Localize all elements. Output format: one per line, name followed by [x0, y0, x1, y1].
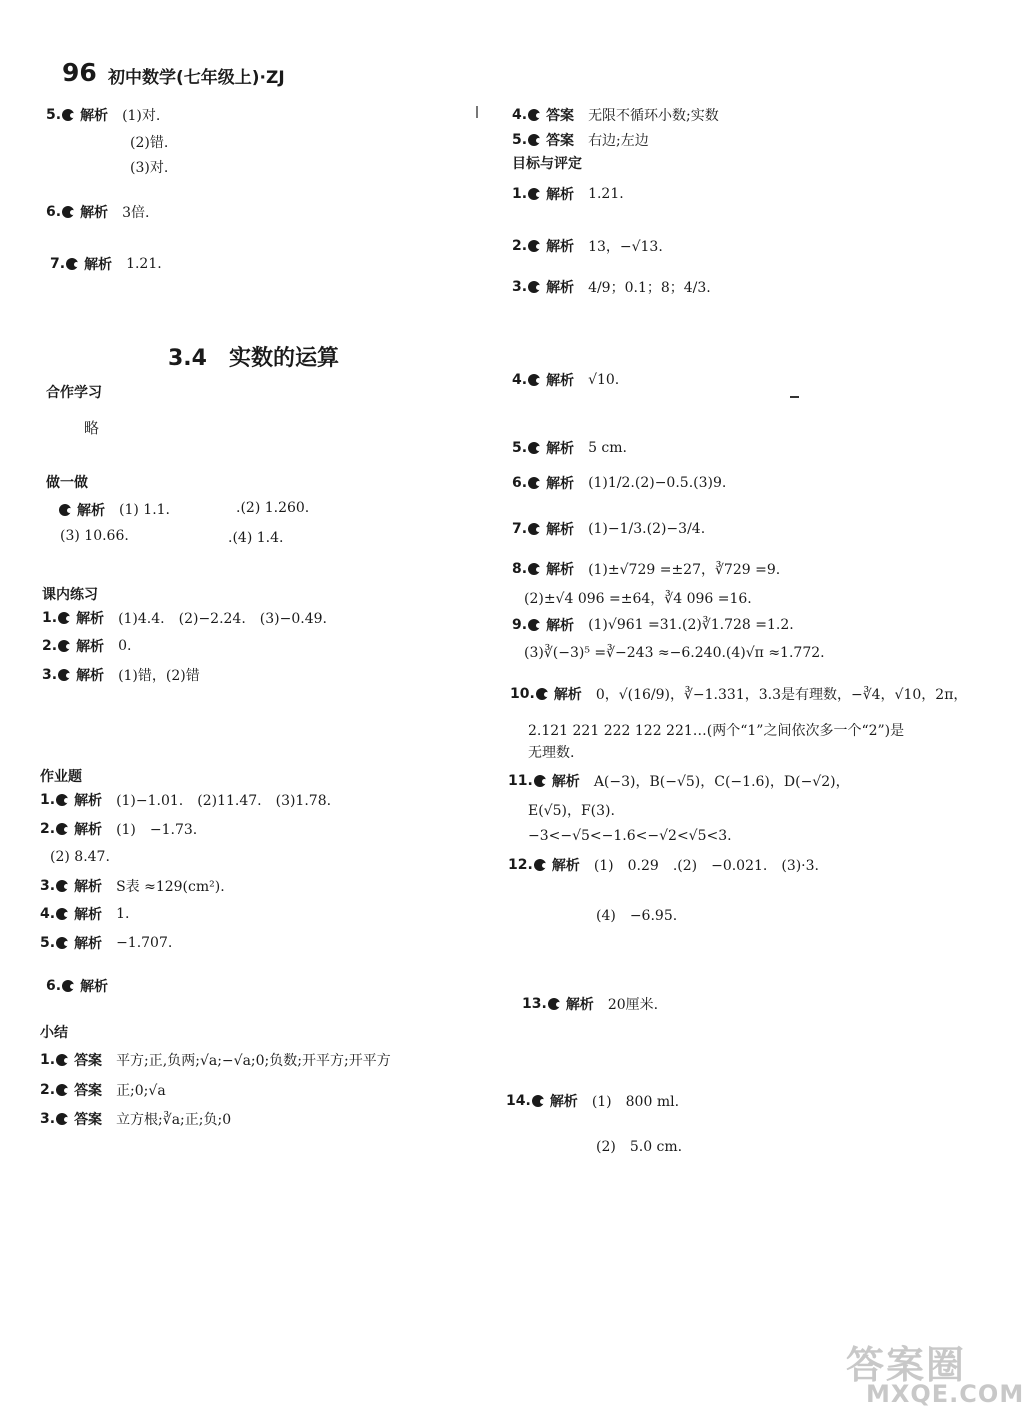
- zuoye-item-3: [40, 876, 225, 896]
- zuoye-item-1: [40, 790, 331, 810]
- item-tag: 解析: [74, 936, 103, 952]
- subheading-mubiao: 目标与评定: [512, 156, 582, 172]
- zuoye-item-2-2: (2) 8.47.: [50, 849, 110, 865]
- mubiao-item-14-2: (2) 5.0 cm.: [596, 1139, 683, 1155]
- answer-marker-icon: [528, 188, 540, 200]
- left-item-5-2: (2)错.: [130, 135, 169, 151]
- answer-marker-icon: [528, 477, 540, 489]
- left-item-5-3: (3)对.: [130, 160, 169, 176]
- mubiao-item-13: [522, 994, 658, 1014]
- item-text: 1.21.: [126, 256, 162, 272]
- item-tag: 解析: [74, 879, 103, 895]
- zuoyizuo-item-4: .(4) 1.4.: [228, 530, 284, 546]
- mubiao-item-8: [512, 559, 780, 579]
- item-tag: 答案: [546, 133, 575, 149]
- answer-marker-icon: [56, 794, 68, 806]
- item-number: 5.: [512, 440, 528, 456]
- item-tag: 解析: [80, 108, 109, 124]
- mubiao-item-12-2: (4) −6.95.: [596, 908, 678, 924]
- item-tag: 解析: [565, 997, 594, 1013]
- hezuo-text: 略: [84, 419, 100, 437]
- answer-marker-icon: [56, 1054, 68, 1066]
- item-text: 无限不循环小数;实数: [588, 108, 719, 124]
- item-text: (1)1/2.(2)−0.5.(3)9.: [588, 475, 727, 491]
- item-tag: 解析: [546, 618, 575, 634]
- answer-marker-icon: [534, 859, 546, 871]
- item-tag: 解析: [546, 441, 575, 457]
- item-tag: 解析: [77, 503, 105, 519]
- item-number: 6.: [46, 978, 62, 994]
- answer-marker-icon: [56, 937, 68, 949]
- item-number: 12.: [508, 857, 533, 873]
- xiaojie-item-1: [40, 1050, 391, 1070]
- item-text: 0.: [118, 638, 132, 654]
- item-text: A(−3)，B(−√5)，C(−1.6)，D(−√2)，: [593, 774, 850, 790]
- mubiao-item-11-2: E(√5)，F(3).: [528, 803, 615, 819]
- zuoyizuo-item-1: [58, 500, 170, 520]
- answer-marker-icon: [528, 442, 540, 454]
- mubiao-item-11-3: −3<−√5<−1.6<−√2<√5<3.: [528, 828, 732, 844]
- item-number: 5.: [512, 132, 528, 148]
- item-tag: 解析: [546, 187, 575, 203]
- item-number: 7.: [50, 256, 66, 272]
- item-number: 4.: [512, 107, 528, 123]
- item-tag: 解析: [549, 1094, 578, 1110]
- mubiao-item-1: [512, 184, 624, 204]
- item-tag: 解析: [84, 257, 113, 273]
- item-text: 0，√(16/9)，∛−1.331，3.3是有理数，−∛4，√10，2π，: [595, 687, 968, 703]
- item-text: 13，−√13.: [588, 239, 663, 255]
- answer-marker-icon: [58, 640, 70, 652]
- item-number: 2.: [512, 238, 528, 254]
- item-text: (1)−1/3.(2)−3/4.: [588, 521, 706, 537]
- scan-mark: [476, 106, 478, 118]
- item-tag: 解析: [546, 562, 575, 578]
- item-number: 7.: [512, 521, 528, 537]
- item-number: 13.: [522, 996, 547, 1012]
- answer-marker-icon: [548, 998, 560, 1010]
- answer-marker-icon: [58, 669, 70, 681]
- mubiao-item-9-2: (3)∛(−3)⁵ =∛−243 ≈−6.240.(4)√π ≈1.772.: [524, 645, 825, 661]
- zuoyizuo-item-2: .(2) 1.260.: [236, 500, 310, 516]
- answer-marker-icon: [66, 258, 78, 270]
- item-text: S表 ≈129(cm²).: [116, 879, 225, 895]
- item-tag: 解析: [80, 205, 109, 221]
- item-tag: 解析: [546, 280, 575, 296]
- ketang-item-3: [42, 665, 200, 685]
- item-text: 3倍.: [122, 205, 150, 221]
- item-number: 4.: [512, 372, 528, 388]
- answer-marker-icon: [528, 563, 540, 575]
- item-number: 1.: [40, 792, 56, 808]
- ketang-item-2: [42, 636, 131, 656]
- item-text: (1)±√729 =±27，∛729 =9.: [588, 562, 781, 578]
- answer-marker-icon: [56, 823, 68, 835]
- watermark-logo: 答案圈: [846, 1343, 967, 1387]
- item-number: 6.: [512, 475, 528, 491]
- item-tag: 解析: [80, 979, 109, 995]
- right-top-item-5: [512, 130, 649, 150]
- mubiao-item-9: [512, 615, 794, 635]
- item-text: 4/9；0.1；8；4/3.: [588, 280, 711, 296]
- item-tag: 解析: [76, 611, 105, 627]
- item-number: 5.: [40, 935, 56, 951]
- zuoye-item-6: [46, 976, 122, 996]
- mubiao-item-6: [512, 473, 726, 493]
- book-title: 初中数学(七年级上)·ZJ: [108, 68, 285, 88]
- item-text: 立方根;∛a;正;负;0: [116, 1112, 232, 1128]
- item-text: 平方;正,负两;√a;−√a;0;负数;开平方;开平方: [116, 1053, 391, 1069]
- answer-marker-icon: [62, 109, 74, 121]
- answer-marker-icon: [536, 688, 548, 700]
- zuoyizuo-item-3: (3) 10.66.: [60, 528, 129, 544]
- mubiao-item-2: [512, 236, 663, 256]
- answer-marker-icon: [59, 504, 71, 516]
- mubiao-item-12: [508, 855, 819, 875]
- zuoye-item-5: [40, 933, 172, 953]
- item-tag: 解析: [76, 668, 105, 684]
- item-text: 1.21.: [588, 186, 624, 202]
- item-text: 1.: [116, 906, 130, 922]
- item-tag: 解析: [551, 774, 580, 790]
- item-text: 5 cm.: [588, 440, 627, 456]
- item-text: (1)−1.01. (2)11.47. (3)1.78.: [116, 793, 332, 809]
- xiaojie-item-2: [40, 1080, 166, 1100]
- subheading-hezuo: 合作学习: [46, 385, 102, 401]
- item-number: 8.: [512, 561, 528, 577]
- mubiao-item-3: [512, 277, 711, 297]
- item-tag: 答案: [74, 1053, 103, 1069]
- item-text: (1) −1.73.: [116, 822, 198, 838]
- ketang-item-1: [42, 608, 327, 628]
- answer-marker-icon: [58, 612, 70, 624]
- right-top-item-4: [512, 105, 719, 125]
- item-number: 3.: [40, 878, 56, 894]
- item-number: 3.: [40, 1111, 56, 1127]
- item-tag: 答案: [546, 108, 575, 124]
- answer-marker-icon: [528, 240, 540, 252]
- answer-marker-icon: [528, 374, 540, 386]
- answer-marker-icon: [532, 1095, 544, 1107]
- item-tag: 答案: [74, 1112, 103, 1128]
- item-text: 右边;左边: [588, 133, 649, 149]
- item-text: (1) 0.29 .(2) −0.021. (3)·3.: [593, 858, 819, 874]
- mubiao-item-4: [512, 370, 619, 390]
- mubiao-item-10-2: 2.121 221 222 122 221…(两个“1”之间依次多一个“2”)是: [528, 723, 905, 739]
- item-number: 2.: [42, 638, 58, 654]
- item-tag: 解析: [74, 907, 103, 923]
- mubiao-item-11: [508, 771, 850, 791]
- item-tag: 解析: [74, 822, 103, 838]
- page-number: 96: [62, 58, 97, 87]
- item-number: 2.: [40, 821, 56, 837]
- item-tag: 解析: [546, 239, 575, 255]
- zuoye-item-4: [40, 904, 129, 924]
- item-tag: 解析: [546, 522, 575, 538]
- item-number: 3.: [42, 667, 58, 683]
- answer-marker-icon: [56, 1084, 68, 1096]
- item-number: 10.: [510, 686, 535, 702]
- mubiao-item-14: [506, 1091, 679, 1111]
- item-number: 5.: [46, 107, 62, 123]
- mubiao-item-8-2: (2)±√4 096 =±64，∛4 096 =16.: [524, 591, 752, 607]
- item-tag: 解析: [553, 687, 582, 703]
- answer-marker-icon: [56, 1113, 68, 1125]
- answer-marker-icon: [62, 206, 74, 218]
- answer-marker-icon: [528, 281, 540, 293]
- answer-marker-icon: [528, 109, 540, 121]
- scan-mark: [790, 396, 799, 398]
- answer-marker-icon: [56, 908, 68, 920]
- item-tag: 解析: [551, 858, 580, 874]
- item-tag: 解析: [76, 639, 105, 655]
- item-number: 6.: [46, 204, 62, 220]
- item-text: −1.707.: [116, 935, 173, 951]
- item-text: (1) 800 ml.: [591, 1094, 680, 1110]
- item-text: (1) 1.1.: [119, 502, 170, 518]
- mubiao-item-10-3: 无理数.: [528, 745, 575, 761]
- subheading-zuoyizuo: 做一做: [46, 475, 88, 491]
- item-number: 1.: [512, 186, 528, 202]
- subheading-zuoye: 作业题: [40, 769, 82, 785]
- mubiao-item-10: [510, 684, 967, 704]
- item-number: 11.: [508, 773, 533, 789]
- item-text: (1)对.: [122, 108, 161, 124]
- mubiao-item-7: [512, 519, 705, 539]
- xiaojie-item-3: [40, 1109, 231, 1129]
- item-number: 1.: [42, 610, 58, 626]
- item-text: 20厘米.: [607, 997, 659, 1013]
- item-text: (1)√961 =31.(2)∛1.728 =1.2.: [588, 617, 794, 633]
- item-number: 9.: [512, 617, 528, 633]
- item-number: 4.: [40, 906, 56, 922]
- item-number: 1.: [40, 1052, 56, 1068]
- section-title: 3.4 实数的运算: [168, 346, 339, 371]
- answer-marker-icon: [62, 980, 74, 992]
- item-tag: 解析: [74, 793, 103, 809]
- item-text: (1)错，(2)错: [118, 668, 200, 684]
- item-tag: 答案: [74, 1083, 103, 1099]
- item-tag: 解析: [546, 373, 575, 389]
- item-number: 14.: [506, 1093, 531, 1109]
- answer-marker-icon: [534, 775, 546, 787]
- item-text: (1)4.4. (2)−2.24. (3)−0.49.: [118, 611, 327, 627]
- answer-marker-icon: [528, 523, 540, 535]
- answer-marker-icon: [528, 134, 540, 146]
- left-item-7: [50, 254, 162, 274]
- answer-marker-icon: [56, 880, 68, 892]
- watermark-url: MXQE.COM: [866, 1380, 1024, 1408]
- item-number: 3.: [512, 279, 528, 295]
- left-item-5: [46, 105, 160, 125]
- subheading-xiaojie: 小结: [40, 1025, 68, 1041]
- mubiao-item-5: [512, 438, 627, 458]
- item-text: √10.: [588, 372, 620, 388]
- subheading-ketang: 课内练习: [42, 587, 98, 603]
- left-item-6: [46, 202, 149, 222]
- zuoye-item-2: [40, 819, 197, 839]
- item-text: 正;0;√a: [116, 1083, 166, 1099]
- item-number: 2.: [40, 1082, 56, 1098]
- answer-marker-icon: [528, 619, 540, 631]
- item-tag: 解析: [546, 476, 575, 492]
